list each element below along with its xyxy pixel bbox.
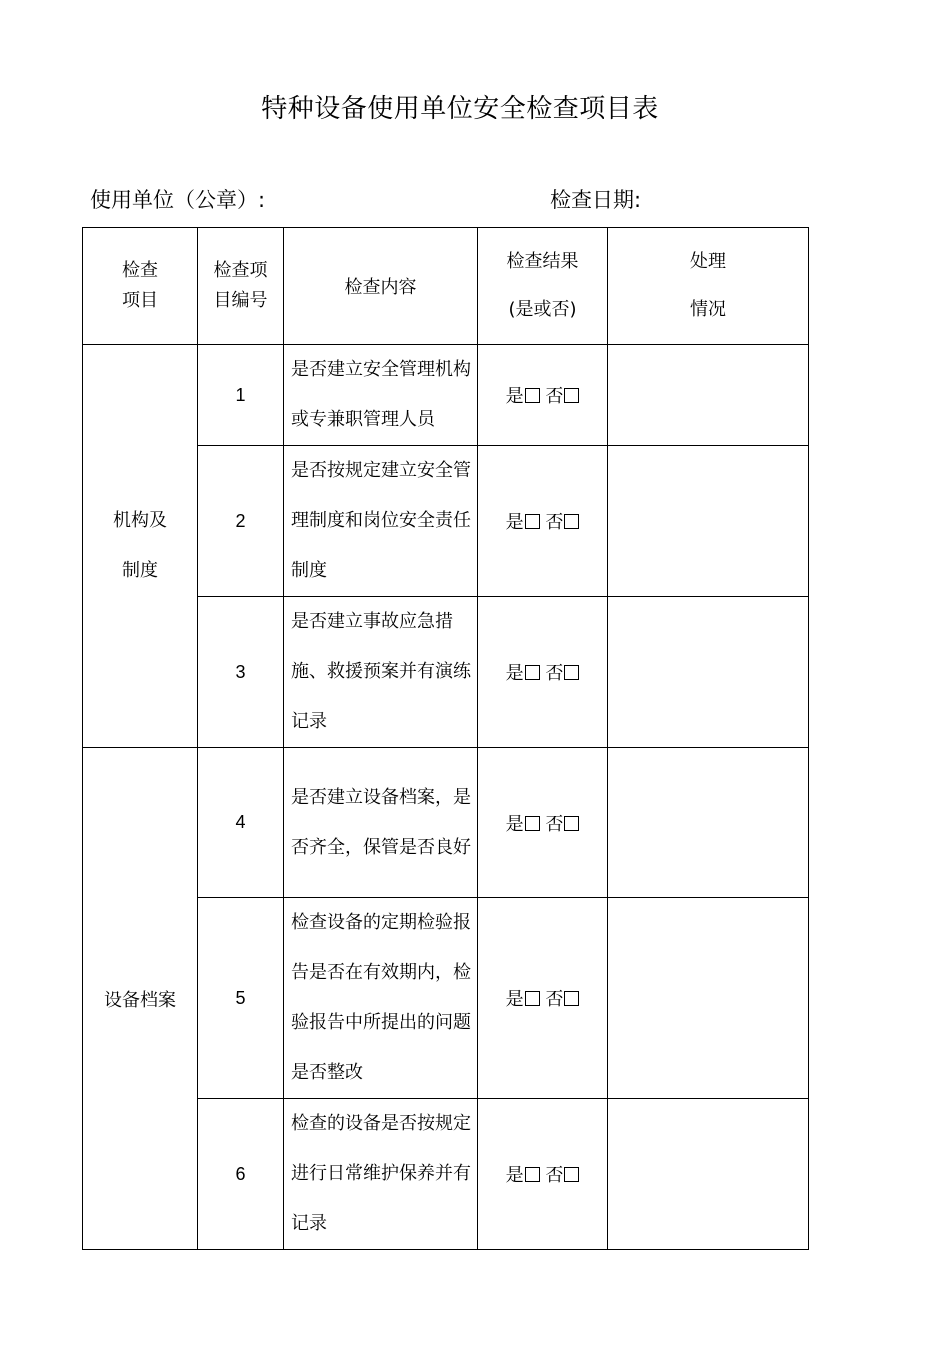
result-choice: 是 否	[478, 446, 608, 597]
header-category: 检查 项目	[83, 228, 198, 345]
handling-cell[interactable]	[608, 898, 809, 1099]
item-number: 6	[198, 1099, 284, 1250]
result-choice: 是 否	[478, 1099, 608, 1250]
no-checkbox[interactable]	[564, 1167, 579, 1182]
yes-checkbox[interactable]	[525, 991, 540, 1006]
yes-checkbox[interactable]	[525, 514, 540, 529]
no-checkbox[interactable]	[564, 816, 579, 831]
result-choice: 是 否	[478, 345, 608, 446]
no-checkbox[interactable]	[564, 514, 579, 529]
result-choice: 是 否	[478, 597, 608, 748]
table-row	[83, 748, 809, 898]
item-number: 5	[198, 898, 284, 1099]
item-content: 是否建立事故应急措施、救援预案并有演练记录	[284, 597, 478, 748]
header-content: 检查内容	[284, 228, 478, 345]
item-content: 是否建立安全管理机构或专兼职管理人员	[284, 345, 478, 446]
result-choice: 是 否	[478, 898, 608, 1099]
header-result: 检查结果 (是或否)	[478, 228, 608, 345]
page-title: 特种设备使用单位安全检查项目表	[261, 94, 659, 124]
category-organization: 机构及 制度	[83, 345, 198, 748]
date-label: 检查日期:	[550, 188, 642, 212]
handling-cell[interactable]	[608, 345, 809, 446]
handling-cell[interactable]	[608, 748, 809, 898]
yes-checkbox[interactable]	[525, 388, 540, 403]
item-number: 2	[198, 446, 284, 597]
yes-checkbox[interactable]	[525, 816, 540, 831]
no-checkbox[interactable]	[564, 665, 579, 680]
handling-cell[interactable]	[608, 1099, 809, 1250]
item-number: 4	[198, 748, 284, 898]
header-handling: 处理 情况	[608, 228, 809, 345]
no-checkbox[interactable]	[564, 991, 579, 1006]
table-row	[83, 345, 809, 446]
yes-checkbox[interactable]	[525, 665, 540, 680]
no-checkbox[interactable]	[564, 388, 579, 403]
item-content: 检查的设备是否按规定进行日常维护保养并有记录	[284, 1099, 478, 1250]
handling-cell[interactable]	[608, 446, 809, 597]
header-row	[83, 228, 809, 345]
item-content: 是否按规定建立安全管理制度和岗位安全责任制度	[284, 446, 478, 597]
item-content: 检查设备的定期检验报告是否在有效期内，检验报告中所提出的问题是否整改	[284, 898, 478, 1099]
item-number: 1	[198, 345, 284, 446]
handling-cell[interactable]	[608, 597, 809, 748]
category-equipment-archive: 设备档案	[83, 748, 198, 1250]
unit-label: 使用单位（公章）:	[90, 188, 266, 212]
item-content: 是否建立设备档案，是否齐全，保管是否良好	[284, 748, 478, 898]
yes-checkbox[interactable]	[525, 1167, 540, 1182]
item-number: 3	[198, 597, 284, 748]
header-number: 检查项 目编号	[198, 228, 284, 345]
inspection-table	[82, 227, 809, 1250]
result-choice: 是 否	[478, 748, 608, 898]
